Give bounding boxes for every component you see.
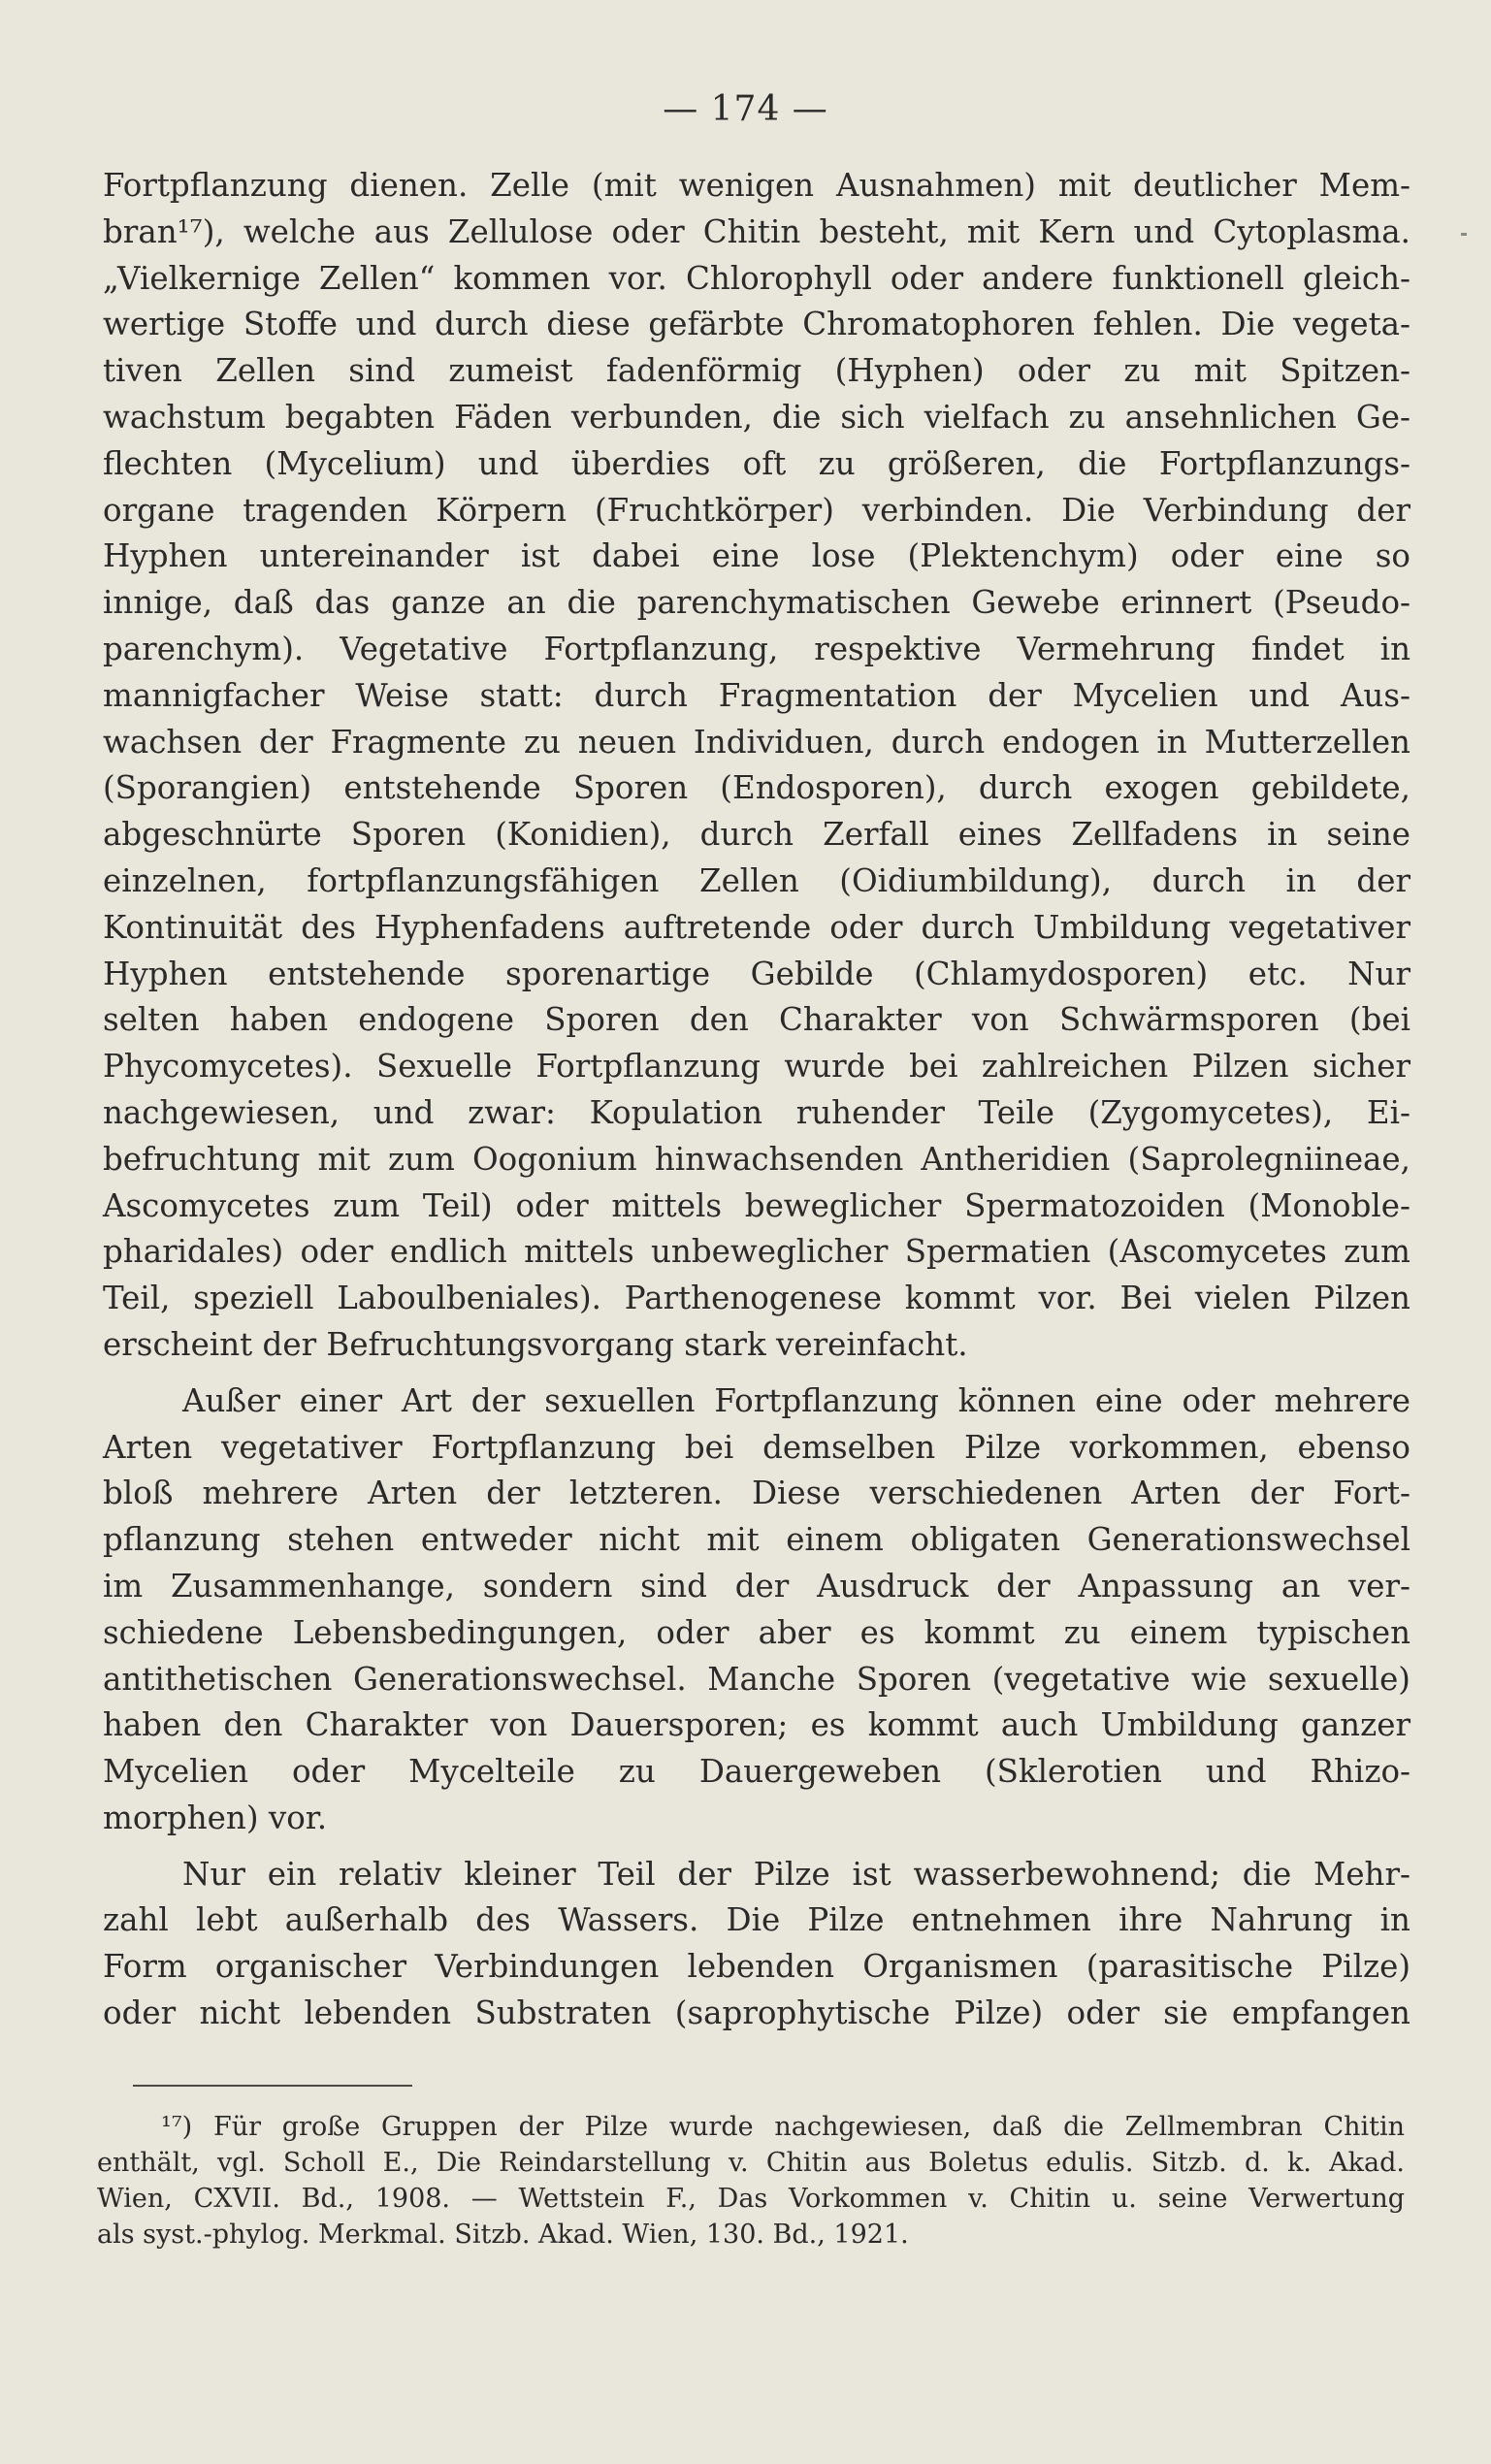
text-line: erscheint der Befruchtungsvorgang stark vereinfacht.	[103, 1325, 968, 1363]
text-line: Außer einer Art der sexuellen Fortpflanzung können eine oder mehrere	[182, 1381, 1410, 1419]
text-line: Ascomycetes zum Teil) oder mittels beweglicher Spermatozoiden (Monoble-	[103, 1186, 1410, 1224]
paragraph-1	[103, 163, 1410, 1369]
footnote	[97, 2109, 1405, 2253]
text-line: Nur ein relativ kleiner Teil der Pilze ist wasserbewohnend; die Mehr-	[182, 1855, 1410, 1893]
text-line: Hyphen untereinander ist dabei eine lose (Plektenchym) oder eine so	[103, 537, 1410, 575]
body-text	[103, 163, 1410, 2037]
text-line: wertige Stoffe und durch diese gefärbte Chromatophoren fehlen. Die vegeta-	[103, 306, 1410, 343]
page-number: — 174 —	[663, 89, 828, 129]
footnote-line: ¹⁷) Für große Gruppen der Pilze wurde nachgewiesen, daß die Zellmembran Chitin	[161, 2112, 1405, 2142]
text-line: haben den Charakter von Dauersporen; es kommt auch Umbildung ganzer	[103, 1706, 1410, 1744]
text-line: (Sporangien) entstehende Sporen (Endosporen), durch exogen gebildete,	[103, 769, 1410, 807]
text-line: Phycomycetes). Sexuelle Fortpflanzung wurde bei zahlreichen Pilzen sicher	[103, 1048, 1410, 1086]
text-line: flechten (Mycelium) und überdies oft zu größeren, die Fortpflanzungs-	[103, 444, 1410, 482]
text-line: Hyphen entstehende sporenartige Gebilde (Chlamydosporen) etc. Nur	[103, 955, 1410, 992]
text-line: antithetischen Generationswechsel. Manche Sporen (vegetative wie sexuelle)	[103, 1660, 1410, 1698]
footnote-line: als syst.-phylog. Merkmal. Sitzb. Akad. Wien, 130. Bd., 1921.	[97, 2220, 909, 2250]
paragraph-2	[103, 1378, 1410, 1842]
text-line: nachgewiesen, und zwar: Kopulation ruhender Teile (Zygomycetes), Ei-	[103, 1093, 1410, 1131]
text-line: Form organischer Verbindungen lebenden Organismen (parasitische Pilze)	[103, 1948, 1410, 1986]
text-line: einzelnen, fortpflanzungsfähigen Zellen (Oidiumbildung), durch in der	[103, 861, 1410, 899]
text-line: organe tragenden Körpern (Fruchtkörper) verbinden. Die Verbindung der	[103, 491, 1410, 529]
text-line: Mycelien oder Mycelteile zu Dauergeweben (Sklerotien und Rhizo-	[103, 1753, 1410, 1791]
text-line: im Zusammenhange, sondern sind der Ausdruck der Anpassung an ver-	[103, 1567, 1410, 1605]
text-line: Teil, speziell Laboulbeniales). Parthenogenese kommt vor. Bei vielen Pilzen	[103, 1280, 1410, 1317]
text-line: befruchtung mit zum Oogonium hinwachsenden Antheridien (Saprolegniineae,	[103, 1140, 1410, 1178]
footnote-divider	[133, 2085, 412, 2087]
text-line: schiedene Lebensbedingungen, oder aber es kommt zu einem typischen	[103, 1613, 1410, 1651]
text-line: Fortpflanzung dienen. Zelle (mit wenigen Ausnahmen) mit deutlicher Mem-	[103, 167, 1410, 204]
text-line: mannigfacher Weise statt: durch Fragmentation der Mycelien und Aus-	[103, 676, 1410, 714]
text-line: pflanzung stehen entweder nicht mit einem obligaten Generationswechsel	[103, 1521, 1410, 1559]
text-line: Arten vegetativer Fortpflanzung bei demselben Pilze vorkommen, ebenso	[103, 1428, 1410, 1466]
text-line: pharidales) oder endlich mittels unbeweglicher Spermatien (Ascomycetes zum	[103, 1233, 1410, 1271]
text-line: abgeschnürte Sporen (Konidien), durch Zerfall eines Zellfadens in seine	[103, 816, 1410, 854]
footnote-line: enthält, vgl. Scholl E., Die Reindarstellung v. Chitin aus Boletus edulis. Sitzb. d. k. Akad.	[97, 2148, 1405, 2178]
text-line: innige, daß das ganze an die parenchymatischen Gewebe erinnert (Pseudo-	[103, 584, 1410, 622]
text-line: selten haben endogene Sporen den Charakter von Schwärmsporen (bei	[103, 1001, 1410, 1039]
text-line: „Vielkernige Zellen“ kommen vor. Chlorophyll oder andere funktionell gleich-	[103, 259, 1410, 297]
text-line: wachstum begabten Fäden verbunden, die sich vielfach zu ansehnlichen Ge-	[103, 398, 1410, 436]
text-line: wachsen der Fragmente zu neuen Individuen, durch endogen in Mutterzellen	[103, 723, 1410, 761]
paragraph-3	[103, 1852, 1410, 2037]
text-line: bran¹⁷), welche aus Zellulose oder Chitin besteht, mit Kern und Cytoplasma.	[103, 212, 1410, 250]
text-line: oder nicht lebenden Substraten (saprophytische Pilze) oder sie empfangen	[103, 1994, 1410, 2032]
text-line: parenchym). Vegetative Fortpflanzung, respektive Vermehrung findet in	[103, 630, 1410, 667]
text-line: Kontinuität des Hyphenfadens auftretende oder durch Umbildung vegetativer	[103, 908, 1410, 946]
text-line: tiven Zellen sind zumeist fadenförmig (Hyphen) oder zu mit Spitzen-	[103, 352, 1410, 390]
margin-speck	[1461, 233, 1467, 236]
text-line: zahl lebt außerhalb des Wassers. Die Pilze entnehmen ihre Nahrung in	[103, 1901, 1410, 1939]
footnote-line: Wien, CXVII. Bd., 1908. — Wettstein F., Das Vorkommen v. Chitin u. seine Verwertung	[97, 2184, 1405, 2214]
text-line: bloß mehrere Arten der letzteren. Diese verschiedenen Arten der Fort-	[103, 1475, 1410, 1512]
text-line: morphen) vor.	[103, 1799, 328, 1836]
